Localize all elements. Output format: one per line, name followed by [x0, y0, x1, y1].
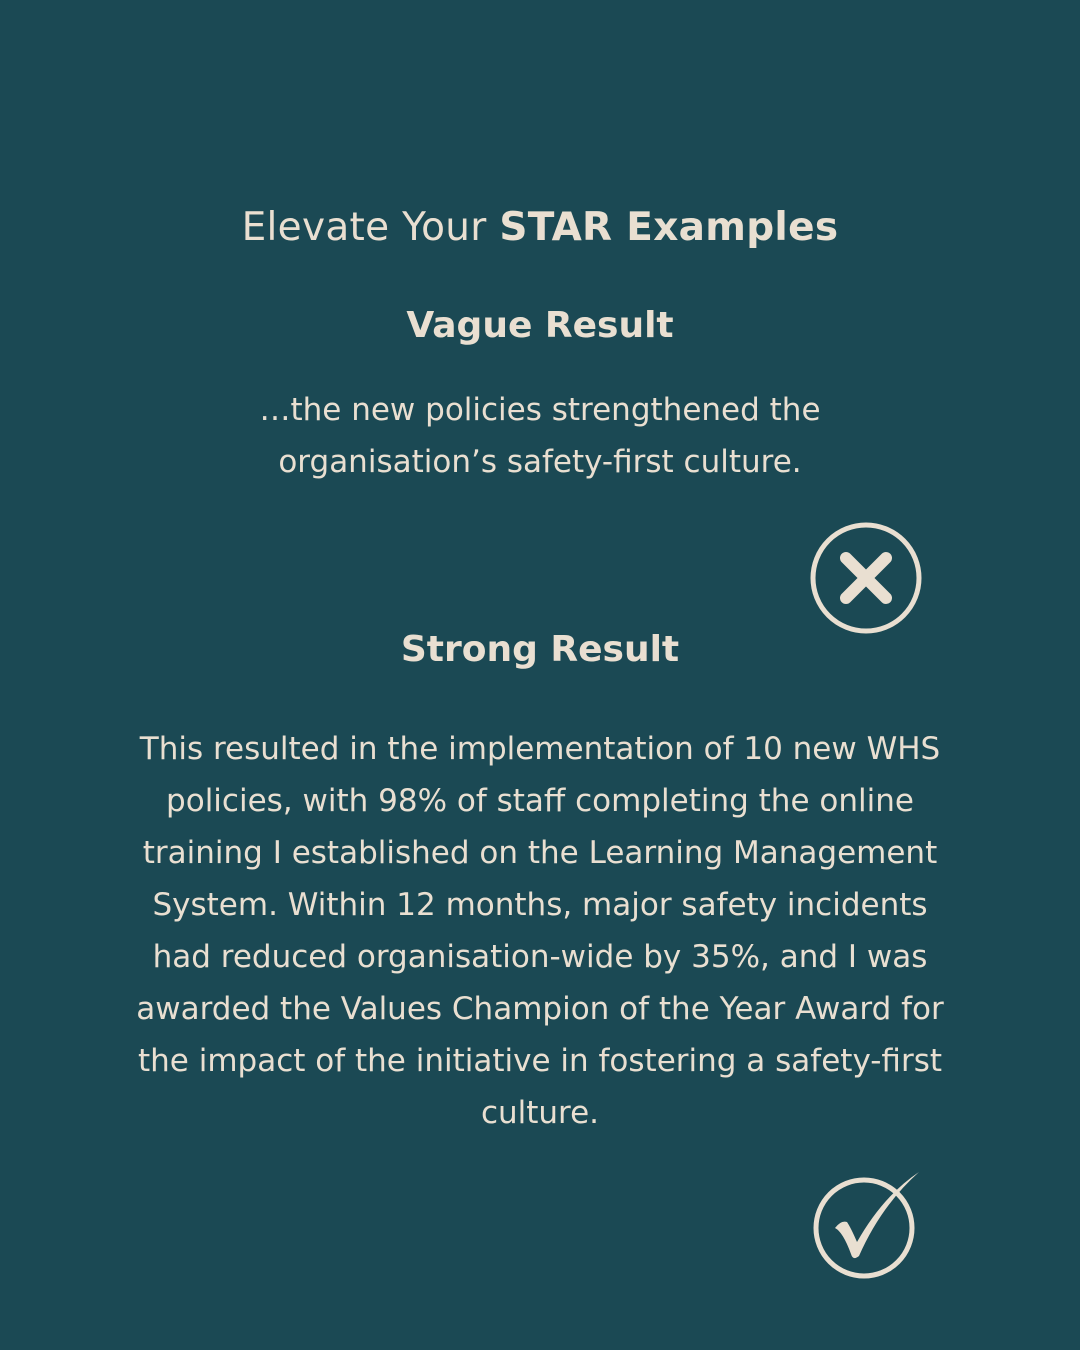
- page-title: [0, 202, 1080, 254]
- vague-result-heading: Vague Result: [406, 305, 674, 346]
- strong-result-heading: Strong Result: [400, 629, 680, 670]
- title-bold: STAR Examples: [499, 205, 839, 251]
- cross-circle-icon: [809, 521, 923, 635]
- vague-result-text: …the new policies strengthened the organisation’s safety-first culture.: [259, 392, 821, 480]
- strong-result-text: This resulted in the implementation of 10 new WHS policies, with 98% of staff completing the online training I established on the Learning Management System. Within 12 months, major safety incidents had reduced organisation-wide by 35%, and I was awarded the Values Champion of the Year Award for the impact of the initiative in fostering a safety-first culture.: [136, 731, 944, 1131]
- title-regular: Elevate Your: [241, 205, 487, 251]
- check-circle-icon: [809, 1166, 923, 1280]
